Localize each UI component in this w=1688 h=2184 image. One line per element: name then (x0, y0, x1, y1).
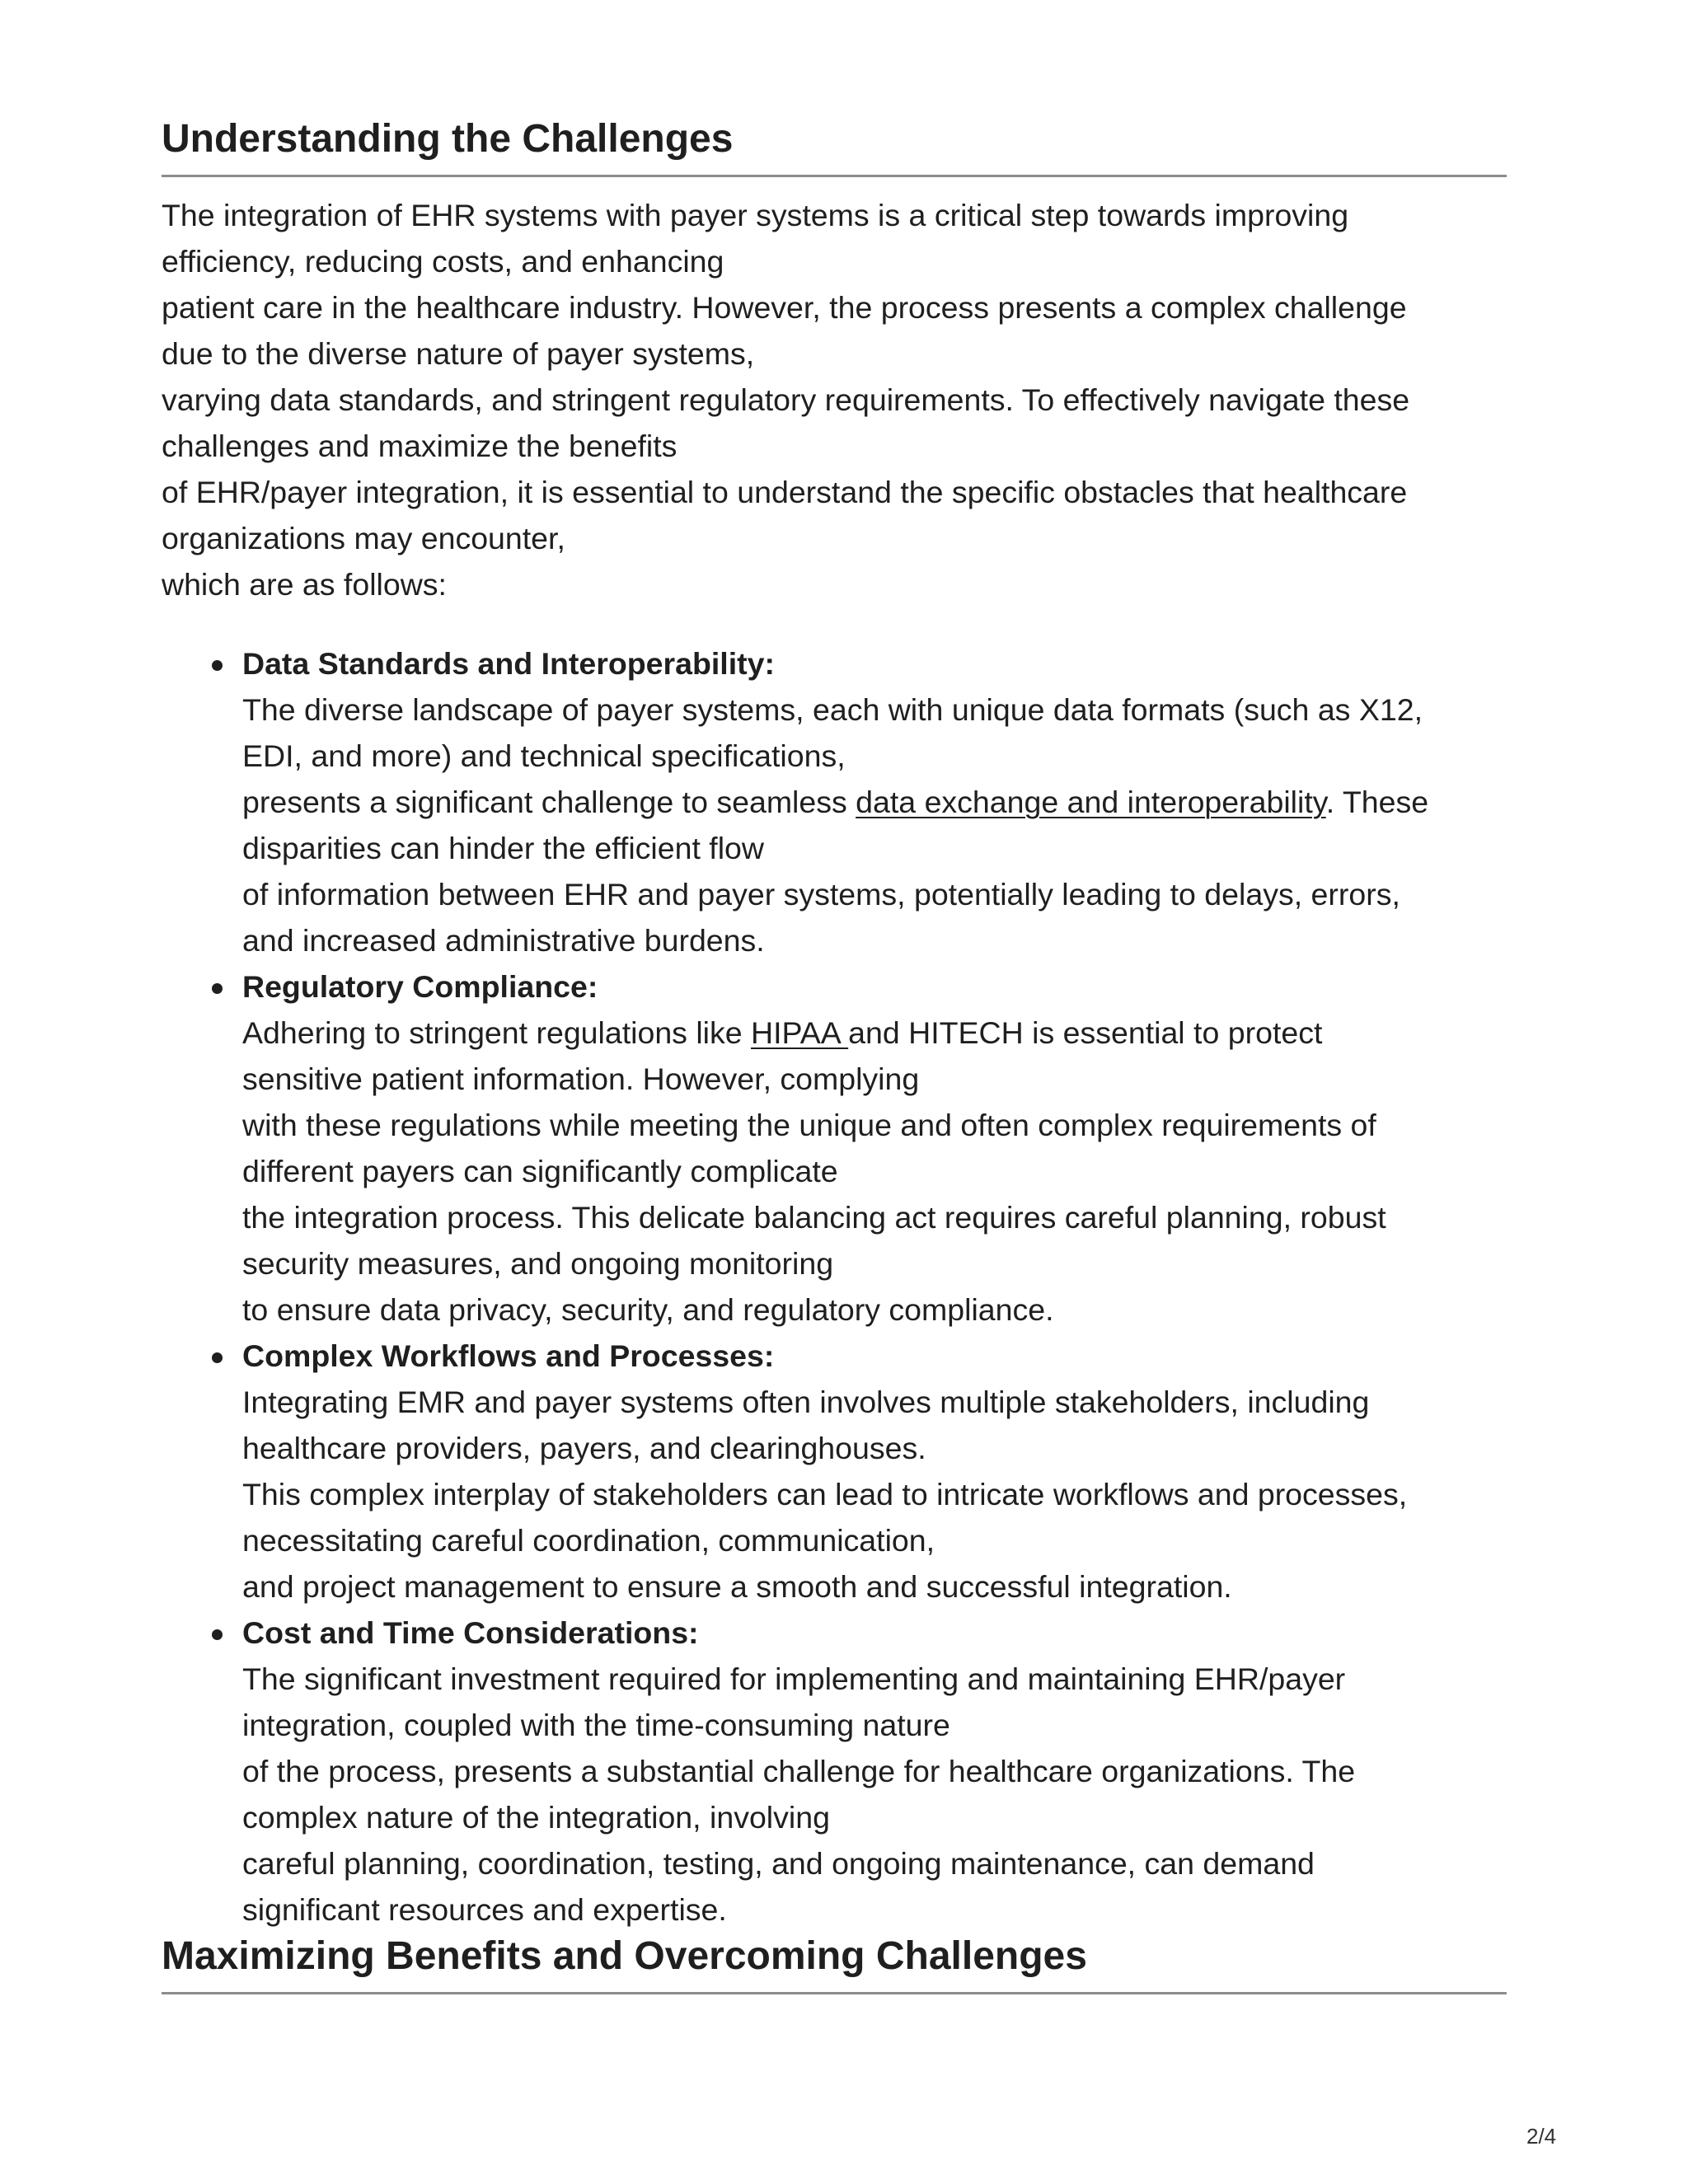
item-line: EDI, and more) and technical specifications, (242, 738, 846, 773)
item-title: Complex Workflows and Processes: (242, 1338, 775, 1373)
item-line: sensitive patient information. However, complying (242, 1062, 920, 1096)
intro-line: varying data standards, and stringent regulatory requirements. To effectively navigate these (162, 382, 1410, 417)
item-line (242, 779, 1507, 825)
section-heading-challenges: Understanding the Challenges (162, 115, 1507, 177)
item-text: presents a significant challenge to seamless (242, 785, 856, 819)
item-line: disparities can hinder the efficient flow (242, 831, 764, 865)
item-line: and project management to ensure a smooth and successful integration. (242, 1569, 1232, 1604)
item-title: Regulatory Compliance: (242, 969, 598, 1004)
item-line: Integrating EMR and payer systems often involves multiple stakeholders, including (242, 1385, 1370, 1419)
item-line: with these regulations while meeting the unique and often complex requirements of (242, 1108, 1376, 1142)
item-title: Data Standards and Interoperability: (242, 646, 775, 681)
list-item-cost-time (162, 1610, 1507, 1933)
item-line: integration, coupled with the time-consuming nature (242, 1708, 950, 1742)
section-heading-maximizing: Maximizing Benefits and Overcoming Challenges (162, 1933, 1507, 1994)
intro-line: of EHR/payer integration, it is essential to understand the specific obstacles that healthcare (162, 475, 1408, 509)
intro-line: organizations may encounter, (162, 521, 565, 555)
item-line: necessitating careful coordination, communication, (242, 1523, 935, 1558)
item-line: of information between EHR and payer systems, potentially leading to delays, errors, (242, 877, 1400, 912)
intro-paragraph (162, 192, 1507, 607)
item-line: careful planning, coordination, testing, and ongoing maintenance, can demand (242, 1846, 1315, 1881)
list-item-regulatory-compliance (162, 963, 1507, 1333)
item-line: healthcare providers, payers, and clearinghouses. (242, 1431, 926, 1465)
page-number: 2/4 (1526, 2124, 1557, 2149)
item-text: Adhering to stringent regulations like (242, 1015, 752, 1050)
item-title: Cost and Time Considerations: (242, 1615, 699, 1650)
list-item-complex-workflows (162, 1333, 1507, 1610)
item-line: significant resources and expertise. (242, 1892, 727, 1927)
item-line: The significant investment required for implementing and maintaining EHR/payer (242, 1661, 1346, 1696)
item-line: complex nature of the integration, involving (242, 1800, 830, 1835)
item-line: of the process, presents a substantial challenge for healthcare organizations. The (242, 1754, 1356, 1788)
hipaa-link[interactable]: HIPAA (751, 1015, 849, 1050)
item-line: different payers can significantly complicate (242, 1154, 838, 1188)
item-line: the integration process. This delicate balancing act requires careful planning, robust (242, 1200, 1386, 1235)
intro-line: The integration of EHR systems with payer systems is a critical step towards improving (162, 198, 1349, 232)
item-line: security measures, and ongoing monitoring (242, 1246, 834, 1281)
document-page (162, 115, 1507, 1994)
intro-line: which are as follows: (162, 567, 447, 602)
intro-line: challenges and maximize the benefits (162, 429, 678, 463)
item-text: . These (1325, 785, 1429, 819)
intro-line: patient care in the healthcare industry. However, the process presents a complex challenge (162, 290, 1407, 325)
item-line: This complex interplay of stakeholders can lead to intricate workflows and processes, (242, 1477, 1408, 1511)
intro-line: efficiency, reducing costs, and enhancing (162, 244, 724, 279)
challenges-list (162, 640, 1507, 1933)
item-line: and increased administrative burdens. (242, 923, 765, 958)
data-exchange-link[interactable]: data exchange and interoperability (856, 785, 1326, 819)
item-line: The diverse landscape of payer systems, each with unique data formats (such as X12, (242, 692, 1423, 727)
intro-line: due to the diverse nature of payer systems, (162, 336, 755, 371)
item-text: and HITECH is essential to protect (848, 1015, 1323, 1050)
list-item-data-standards (162, 640, 1507, 963)
item-line: to ensure data privacy, security, and regulatory compliance. (242, 1292, 1054, 1327)
item-line (242, 1010, 1507, 1056)
